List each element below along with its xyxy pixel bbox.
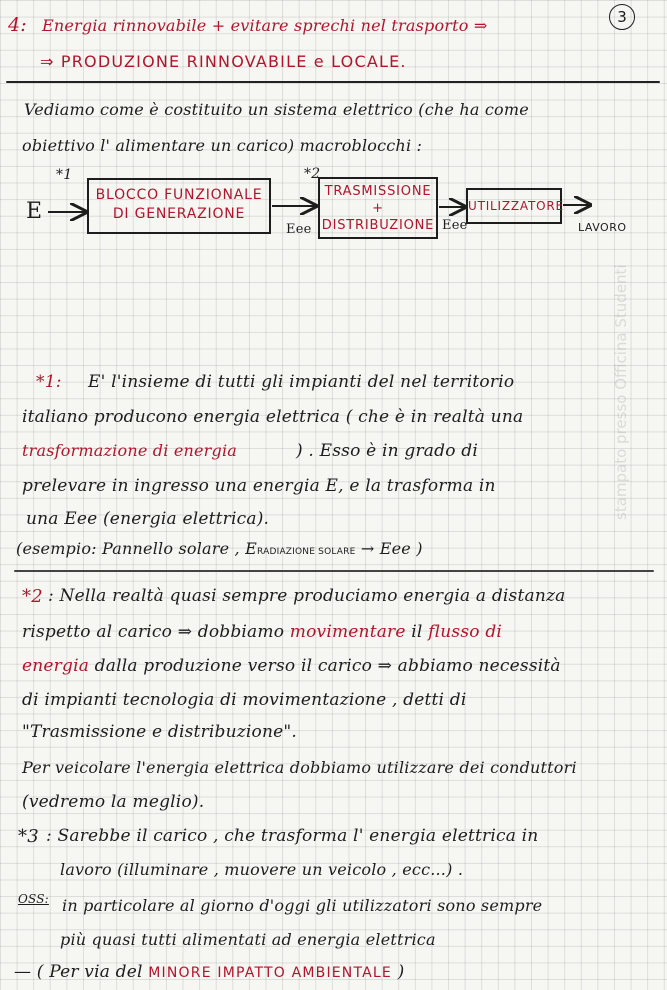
- note3-marker: *3: [18, 826, 39, 847]
- note2-line-6: Per veicolare l'energia elettrica dobbiamo utilizzare dei conduttori: [22, 758, 577, 777]
- intro-line-2: obiettivo l' alimentare un carico) macroblocchi :: [22, 136, 423, 155]
- note2-highlight-movimentare: movimentare: [289, 622, 406, 642]
- header-line-2: ⇒ PRODUZIONE RINNOVABILE e LOCALE.: [40, 52, 407, 71]
- note2-highlight-flusso: flusso di: [428, 622, 503, 642]
- diagram-output-label: LAVORO: [578, 221, 627, 234]
- diagram-marker-2: *2: [304, 166, 321, 182]
- note3-line-5-close: ): [397, 962, 405, 982]
- header-line-1: Energia rinnovabile + evitare sprechi nel trasporto ⇒: [42, 16, 488, 35]
- note1-line-1: E' l'insieme di tutti gli impianti del nel territorio: [88, 372, 515, 392]
- note3-highlight-impact: MINORE IMPATTO AMBIENTALE: [148, 965, 392, 981]
- header-number: 4:: [8, 14, 27, 36]
- note1-line-6: [16, 539, 423, 558]
- note2-marker: *2: [22, 586, 43, 607]
- note2-highlight-energia: energia: [22, 656, 90, 676]
- note1-line-5: una Eee (energia elettrica).: [26, 509, 270, 529]
- diagram-arrows: [0, 0, 667, 300]
- note3-line-2: lavoro (illuminare , muovere un veicolo , ecc...) .: [60, 860, 464, 879]
- note2-line-7: (vedremo la meglio).: [22, 792, 205, 812]
- note2-line-5: "Trasmissione e distribuzione".: [22, 722, 298, 742]
- block-utilizer-label: UTILIZZATORE: [468, 199, 564, 213]
- note1-example-result: → Eee ): [360, 539, 423, 558]
- note2-line-2: [22, 622, 502, 642]
- note2-line-2-il: il: [411, 622, 423, 642]
- note3-line-1: : Sarebbe il carico , che trasforma l' energia elettrica in: [46, 826, 539, 846]
- note3-line-3: in particolare al giorno d'oggi gli utilizzatori sono sempre: [62, 896, 543, 915]
- block-transmission-line-3: DISTRIBUZIONE: [321, 218, 435, 233]
- page-number: 3: [609, 4, 635, 30]
- note1-marker: *1:: [36, 372, 62, 392]
- watermark: stampato presso Officina Studenti: [612, 264, 630, 520]
- diagram-input-label: E: [26, 199, 43, 224]
- note3-oss-label: OSS:: [18, 892, 49, 906]
- note1-line-4: prelevare in ingresso una energia E, e la trasforma in: [22, 476, 496, 496]
- flow-label-1: Eee: [286, 222, 312, 237]
- block-generation-line-2: DI GENERAZIONE: [112, 206, 246, 222]
- note2-line-2-text: rispetto al carico ⇒ dobbiamo: [22, 622, 285, 642]
- note1-divider: [14, 570, 654, 572]
- note1-line-3: ) . Esso è in grado di: [296, 441, 478, 461]
- diagram-marker-1: *1: [56, 167, 73, 183]
- block-transmission-line-1: TRASMISSIONE: [324, 184, 432, 199]
- intro-line-1: Vediamo come è costituito un sistema elettrico (che ha come: [24, 100, 529, 119]
- note3-line-4: più quasi tutti alimentati ad energia elettrica: [60, 930, 436, 949]
- note2-line-4: di impianti tecnologia di movimentazione , detti di: [22, 690, 467, 710]
- note1-line-2: italiano producono energia elettrica ( che è in realtà una: [22, 407, 524, 427]
- note3-line-5: [14, 962, 404, 982]
- note1-line-3-highlight: trasformazione di energia: [22, 441, 238, 460]
- note2-line-3: [22, 656, 561, 676]
- note2-line-1: : Nella realtà quasi sempre produciamo energia a distanza: [48, 586, 566, 606]
- note1-example-subscript: RADIAZIONE SOLARE: [257, 547, 356, 557]
- note1-example-text: (esempio: Pannello solare , E: [16, 539, 258, 558]
- flow-label-2: Eee: [442, 218, 468, 233]
- block-generation-line-1: BLOCCO FUNZIONALE: [95, 187, 263, 203]
- note3-line-5-text: — ( Per via del: [14, 962, 143, 982]
- block-transmission-line-2: +: [372, 201, 384, 216]
- note2-line-3-text: dalla produzione verso il carico ⇒ abbiamo necessità: [94, 656, 561, 676]
